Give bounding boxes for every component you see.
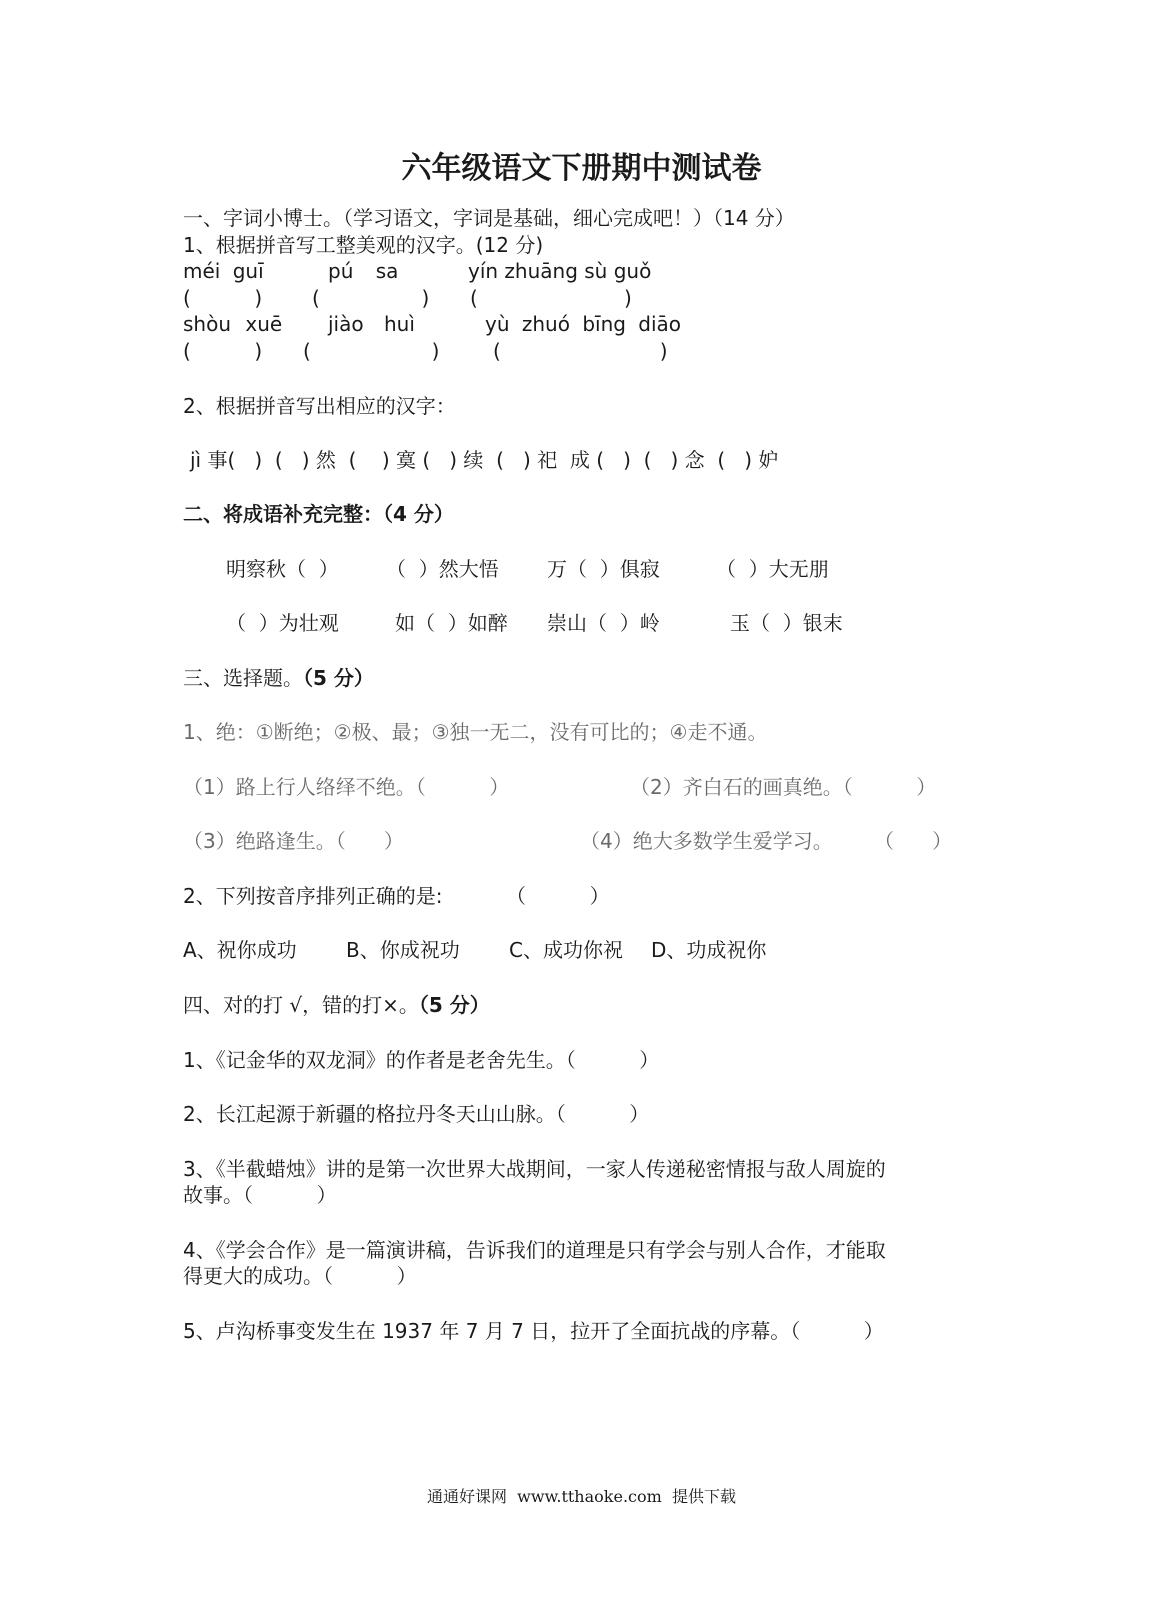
idiom-5: （ ）为壮观	[226, 611, 339, 635]
tf-item-3: 3、《半截蜡烛》讲的是第一次世界大战期间，一家人传递秘密情报与敌人周旋的	[183, 1157, 886, 1181]
s3-q1-4-paren: （ ）	[874, 829, 953, 853]
option-b: B、你成祝功	[346, 938, 460, 962]
pinyin-5: jiào huì	[328, 312, 415, 336]
s1-q1-prompt: 1、根据拼音写工整美观的汉字。(12 分)	[183, 233, 544, 257]
answer-paren-1: ( )	[183, 286, 263, 310]
page-title: 六年级语文下册期中测试卷	[401, 151, 762, 186]
s3-q1-2: （2）齐白石的画真绝。（ ）	[630, 775, 937, 799]
tf-item-4: 4、《学会合作》是一篇演讲稿，告诉我们的道理是只有学会与别人合作，才能取	[183, 1238, 886, 1262]
section-1-heading: 一、字词小博士。（学习语文，字词是基础，细心完成吧！）（14 分）	[183, 206, 795, 230]
option-c: C、成功你祝	[509, 938, 623, 962]
answer-paren-3: ( )	[470, 286, 632, 310]
s3-q2: 2、下列按音序排列正确的是: （ ）	[183, 884, 610, 908]
idiom-8: 玉（ ）银末	[730, 611, 843, 635]
pinyin-3: yín zhuāng sù guǒ	[468, 259, 652, 283]
tf-item-5: 5、卢沟桥事变发生在 1937 年 7 月 7 日，拉开了全面抗战的序幕。（ ）	[183, 1319, 884, 1343]
option-d: D、功成祝你	[651, 938, 767, 962]
s3-q1-1: （1）路上行人络绎不绝。（ ）	[183, 775, 510, 799]
idiom-1: 明察秋（ ）	[226, 557, 339, 581]
tf-item-1: 1、《记金华的双龙洞》的作者是老舍先生。（ ）	[183, 1048, 660, 1072]
section-3-heading: 三、选择题。（5 分）	[183, 666, 374, 690]
idiom-4: （ ）大无朋	[716, 557, 829, 581]
idiom-6: 如（ ）如醉	[395, 611, 508, 635]
footer-text: 通通好课网 www.tthaoke.com 提供下载	[427, 1487, 736, 1506]
answer-paren-2: ( )	[312, 286, 430, 310]
tf-item-3-cont: 故事。（ ）	[183, 1183, 337, 1207]
answer-paren-4: ( )	[183, 339, 263, 363]
option-a: A、祝你成功	[183, 938, 297, 962]
tf-item-2: 2、长江起源于新疆的格拉丹冬天山山脉。（ ）	[183, 1102, 650, 1126]
idiom-2: （ ）然大悟	[386, 557, 499, 581]
tf-item-4-cont: 得更大的成功。（ ）	[183, 1264, 417, 1288]
section-4-heading: 四、对的打 √，错的打×。（5 分）	[183, 993, 490, 1017]
s3-q1: 1、绝：①断绝；②极、最；③独一无二，没有可比的；④走不通。	[183, 720, 768, 744]
idiom-7: 崇山（ ）岭	[547, 611, 660, 635]
pinyin-4: shòu xuē	[183, 312, 283, 336]
pinyin-2: pú sa	[328, 259, 399, 283]
idiom-3: 万（ ）俱寂	[547, 557, 660, 581]
section-2-heading: 二、将成语补充完整：（4 分）	[183, 502, 454, 526]
pinyin-6: yù zhuó bīng diāo	[485, 312, 682, 336]
pinyin-1: méi guī	[183, 259, 264, 283]
answer-paren-6: ( )	[493, 339, 668, 363]
s1-q2-line: jì 事( ) ( ) 然 ( ) 寞 ( ) 续 ( ) 祀 成 ( ) ( ) 念 ( ) 妒	[190, 448, 779, 472]
answer-paren-5: ( )	[303, 339, 440, 363]
s3-q1-3: （3）绝路逢生。（ ）	[183, 829, 404, 853]
s3-q1-4: （4）绝大多数学生爱学习。	[580, 829, 833, 853]
s1-q2-prompt: 2、根据拼音写出相应的汉字：	[183, 394, 456, 418]
